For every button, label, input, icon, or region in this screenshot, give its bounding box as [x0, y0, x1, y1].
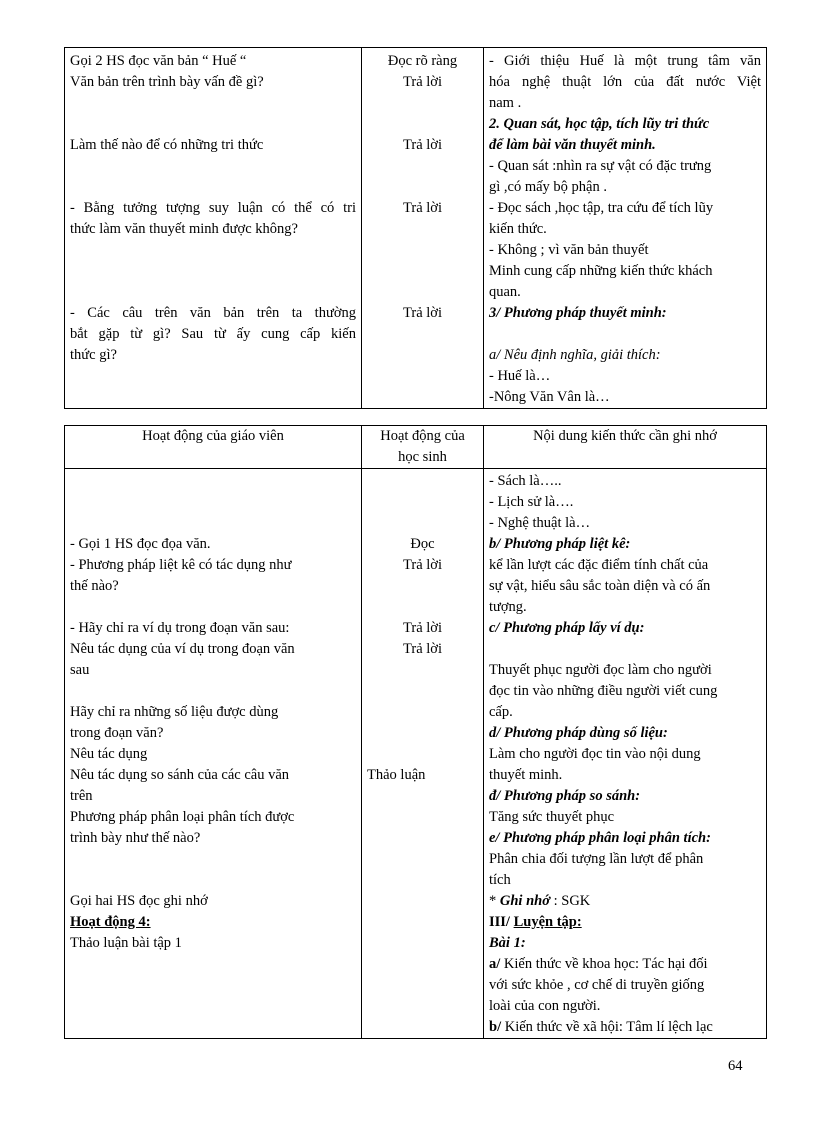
memory-note-text: : SGK [549, 893, 591, 909]
teacher-line: Phương pháp phân loại phân tích được [70, 809, 295, 825]
content-line: quan. [489, 284, 521, 300]
student-line: Trả lời [403, 620, 442, 636]
teacher-line: Hãy chỉ ra những số liệu được dùng [70, 704, 279, 720]
student-line: Trả lời [403, 557, 442, 573]
teacher-line: Gọi 2 HS đọc văn bản “ Huế “ [70, 53, 247, 69]
teacher-line: - Phương pháp liệt kê có tác dụng như [70, 557, 292, 573]
teacher-line: thức gì? [70, 347, 117, 363]
teacher-line: - Bằng tưởng tượng suy luận có thể có tri [70, 200, 356, 216]
item-marker: b/ [489, 1019, 502, 1035]
content-line: - Lịch sử là…. [489, 494, 574, 510]
content-line: - Quan sát :nhìn ra sự vật có đặc trưng [489, 158, 712, 174]
teacher-line: Thảo luận bài tập 1 [70, 935, 182, 951]
content-line: đọc tin vào những điều người viết cung [489, 683, 718, 699]
student-line: Trả lời [403, 74, 442, 90]
content-line: Phân chia đối tượng lần lượt để phân [489, 851, 704, 867]
content-line: - Sách là….. [489, 473, 562, 489]
content-line: - Huế là… [489, 368, 551, 384]
item-text: Kiến thức về xã hội: Tâm lí lệch lạc [501, 1019, 713, 1035]
section-heading: b/ Phương pháp liệt kê: [489, 536, 631, 552]
student-line: Trả lời [403, 200, 442, 216]
section-heading: 3/ Phương pháp thuyết minh: [489, 305, 667, 321]
content-line: hóa nghệ thuật lớn của đất nước Việt [489, 74, 761, 90]
memory-note-line [489, 891, 761, 912]
section-heading: đ/ Phương pháp so sánh: [489, 788, 641, 804]
header-line: học sinh [398, 449, 447, 465]
bullet-prefix: * [489, 893, 500, 909]
section-heading: c/ Phương pháp lấy ví dụ: [489, 620, 645, 636]
student-activity-cell [362, 48, 484, 409]
content-line: Làm cho người đọc tin vào nội dung [489, 746, 701, 762]
content-line: - Không ; vì văn bản thuyết [489, 242, 649, 258]
student-line: Trả lời [403, 305, 442, 321]
knowledge-content-cell [484, 48, 767, 409]
student-line: Đọc rõ ràng [387, 53, 458, 69]
teacher-line: Văn bản trên trình bày vấn đề gì? [70, 74, 264, 90]
content-line: tích [489, 872, 511, 888]
content-line: Thuyết phục người đọc làm cho người [489, 662, 712, 678]
teacher-line: Nêu tác dụng [70, 746, 148, 762]
content-line [489, 1017, 761, 1038]
section-heading: để làm bài văn thuyết minh. [489, 137, 656, 153]
content-line: sự vật, hiểu sâu sắc toàn diện và có ấn [489, 578, 711, 594]
teacher-line: Làm thế nào để có những tri thức [70, 137, 264, 153]
table-header-row [65, 426, 767, 469]
teacher-activity-cell [65, 469, 362, 1039]
teacher-line: - Gọi 1 HS đọc đọa văn. [70, 536, 211, 552]
section-heading: e/ Phương pháp phân loại phân tích: [489, 830, 711, 846]
practice-heading: Luyện tập: [513, 914, 582, 930]
content-line [489, 954, 761, 975]
teacher-line: Gọi hai HS đọc ghi nhớ [70, 893, 208, 909]
header-teacher-activity: Hoạt động của giáo viên [65, 426, 362, 469]
content-line: loài của con người. [489, 998, 601, 1014]
header-knowledge-content: Nội dung kiến thức cần ghi nhớ [484, 426, 767, 469]
student-line: Thảo luận [367, 767, 426, 783]
lesson-table-continued [64, 47, 767, 409]
teacher-line: thế nào? [70, 578, 119, 594]
content-line: thuyết minh. [489, 767, 563, 783]
practice-heading-line [489, 912, 761, 933]
teacher-line: trong đoạn văn? [70, 725, 164, 741]
content-line: tượng. [489, 599, 527, 615]
subsection-heading: a/ Nêu định nghĩa, giải thích: [489, 347, 661, 363]
content-line: Tăng sức thuyết phục [489, 809, 615, 825]
student-line: Đọc [410, 536, 435, 552]
lesson-table [64, 425, 767, 1039]
teacher-line: - Hãy chỉ ra ví dụ trong đoạn văn sau: [70, 620, 290, 636]
page-number: 64 [728, 1058, 743, 1074]
exercise-heading: Bài 1: [489, 935, 526, 951]
student-line: Trả lời [403, 641, 442, 657]
section-heading: d/ Phương pháp dùng số liệu: [489, 725, 668, 741]
content-line: - Giới thiệu Huế là một trung tâm văn [489, 53, 761, 69]
teacher-line: Nêu tác dụng so sánh của các câu văn [70, 767, 290, 783]
header-student-activity [362, 426, 484, 469]
teacher-line: bắt gặp từ gì? Sau từ ấy cung cấp kiến [70, 326, 356, 342]
content-line: kiến thức. [489, 221, 547, 237]
section-heading: 2. Quan sát, học tập, tích lũy tri thức [489, 116, 710, 132]
content-line: gì ,có mấy bộ phận . [489, 179, 607, 195]
teacher-activity-cell [65, 48, 362, 409]
content-line: kể lần lượt các đặc điểm tính chất của [489, 557, 709, 573]
header-line: Hoạt động của [380, 428, 465, 444]
teacher-line: thức làm văn thuyết minh được không? [70, 221, 298, 237]
student-activity-cell [362, 469, 484, 1039]
content-line: Minh cung cấp những kiến thức khách [489, 263, 713, 279]
content-line: - Nghệ thuật là… [489, 515, 591, 531]
teacher-line: Nêu tác dụng của ví dụ trong đoạn văn [70, 641, 295, 657]
item-text: Kiến thức về khoa học: Tác hại đối [500, 956, 708, 972]
teacher-line: sau [70, 662, 90, 678]
teacher-line: trên [70, 788, 93, 804]
content-line: cấp. [489, 704, 513, 720]
memory-note-label: Ghi nhớ [499, 893, 550, 909]
table-row [65, 469, 767, 1039]
teacher-line: - Các câu trên văn bản trên ta thường [70, 305, 356, 321]
table-row [65, 48, 767, 409]
knowledge-content-cell [484, 469, 767, 1039]
content-line: - Đọc sách ,học tập, tra cứu để tích lũy [489, 200, 714, 216]
teacher-line: trình bày như thế nào? [70, 830, 201, 846]
content-line: với sức khỏe , cơ chế di truyền giống [489, 977, 705, 993]
activity-heading: Hoạt động 4: [70, 914, 151, 930]
roman-numeral: III/ [489, 914, 514, 930]
content-line: -Nông Văn Vân là… [489, 389, 610, 405]
item-marker: a/ [489, 956, 501, 972]
content-line: nam . [489, 95, 522, 111]
student-line: Trả lời [403, 137, 442, 153]
